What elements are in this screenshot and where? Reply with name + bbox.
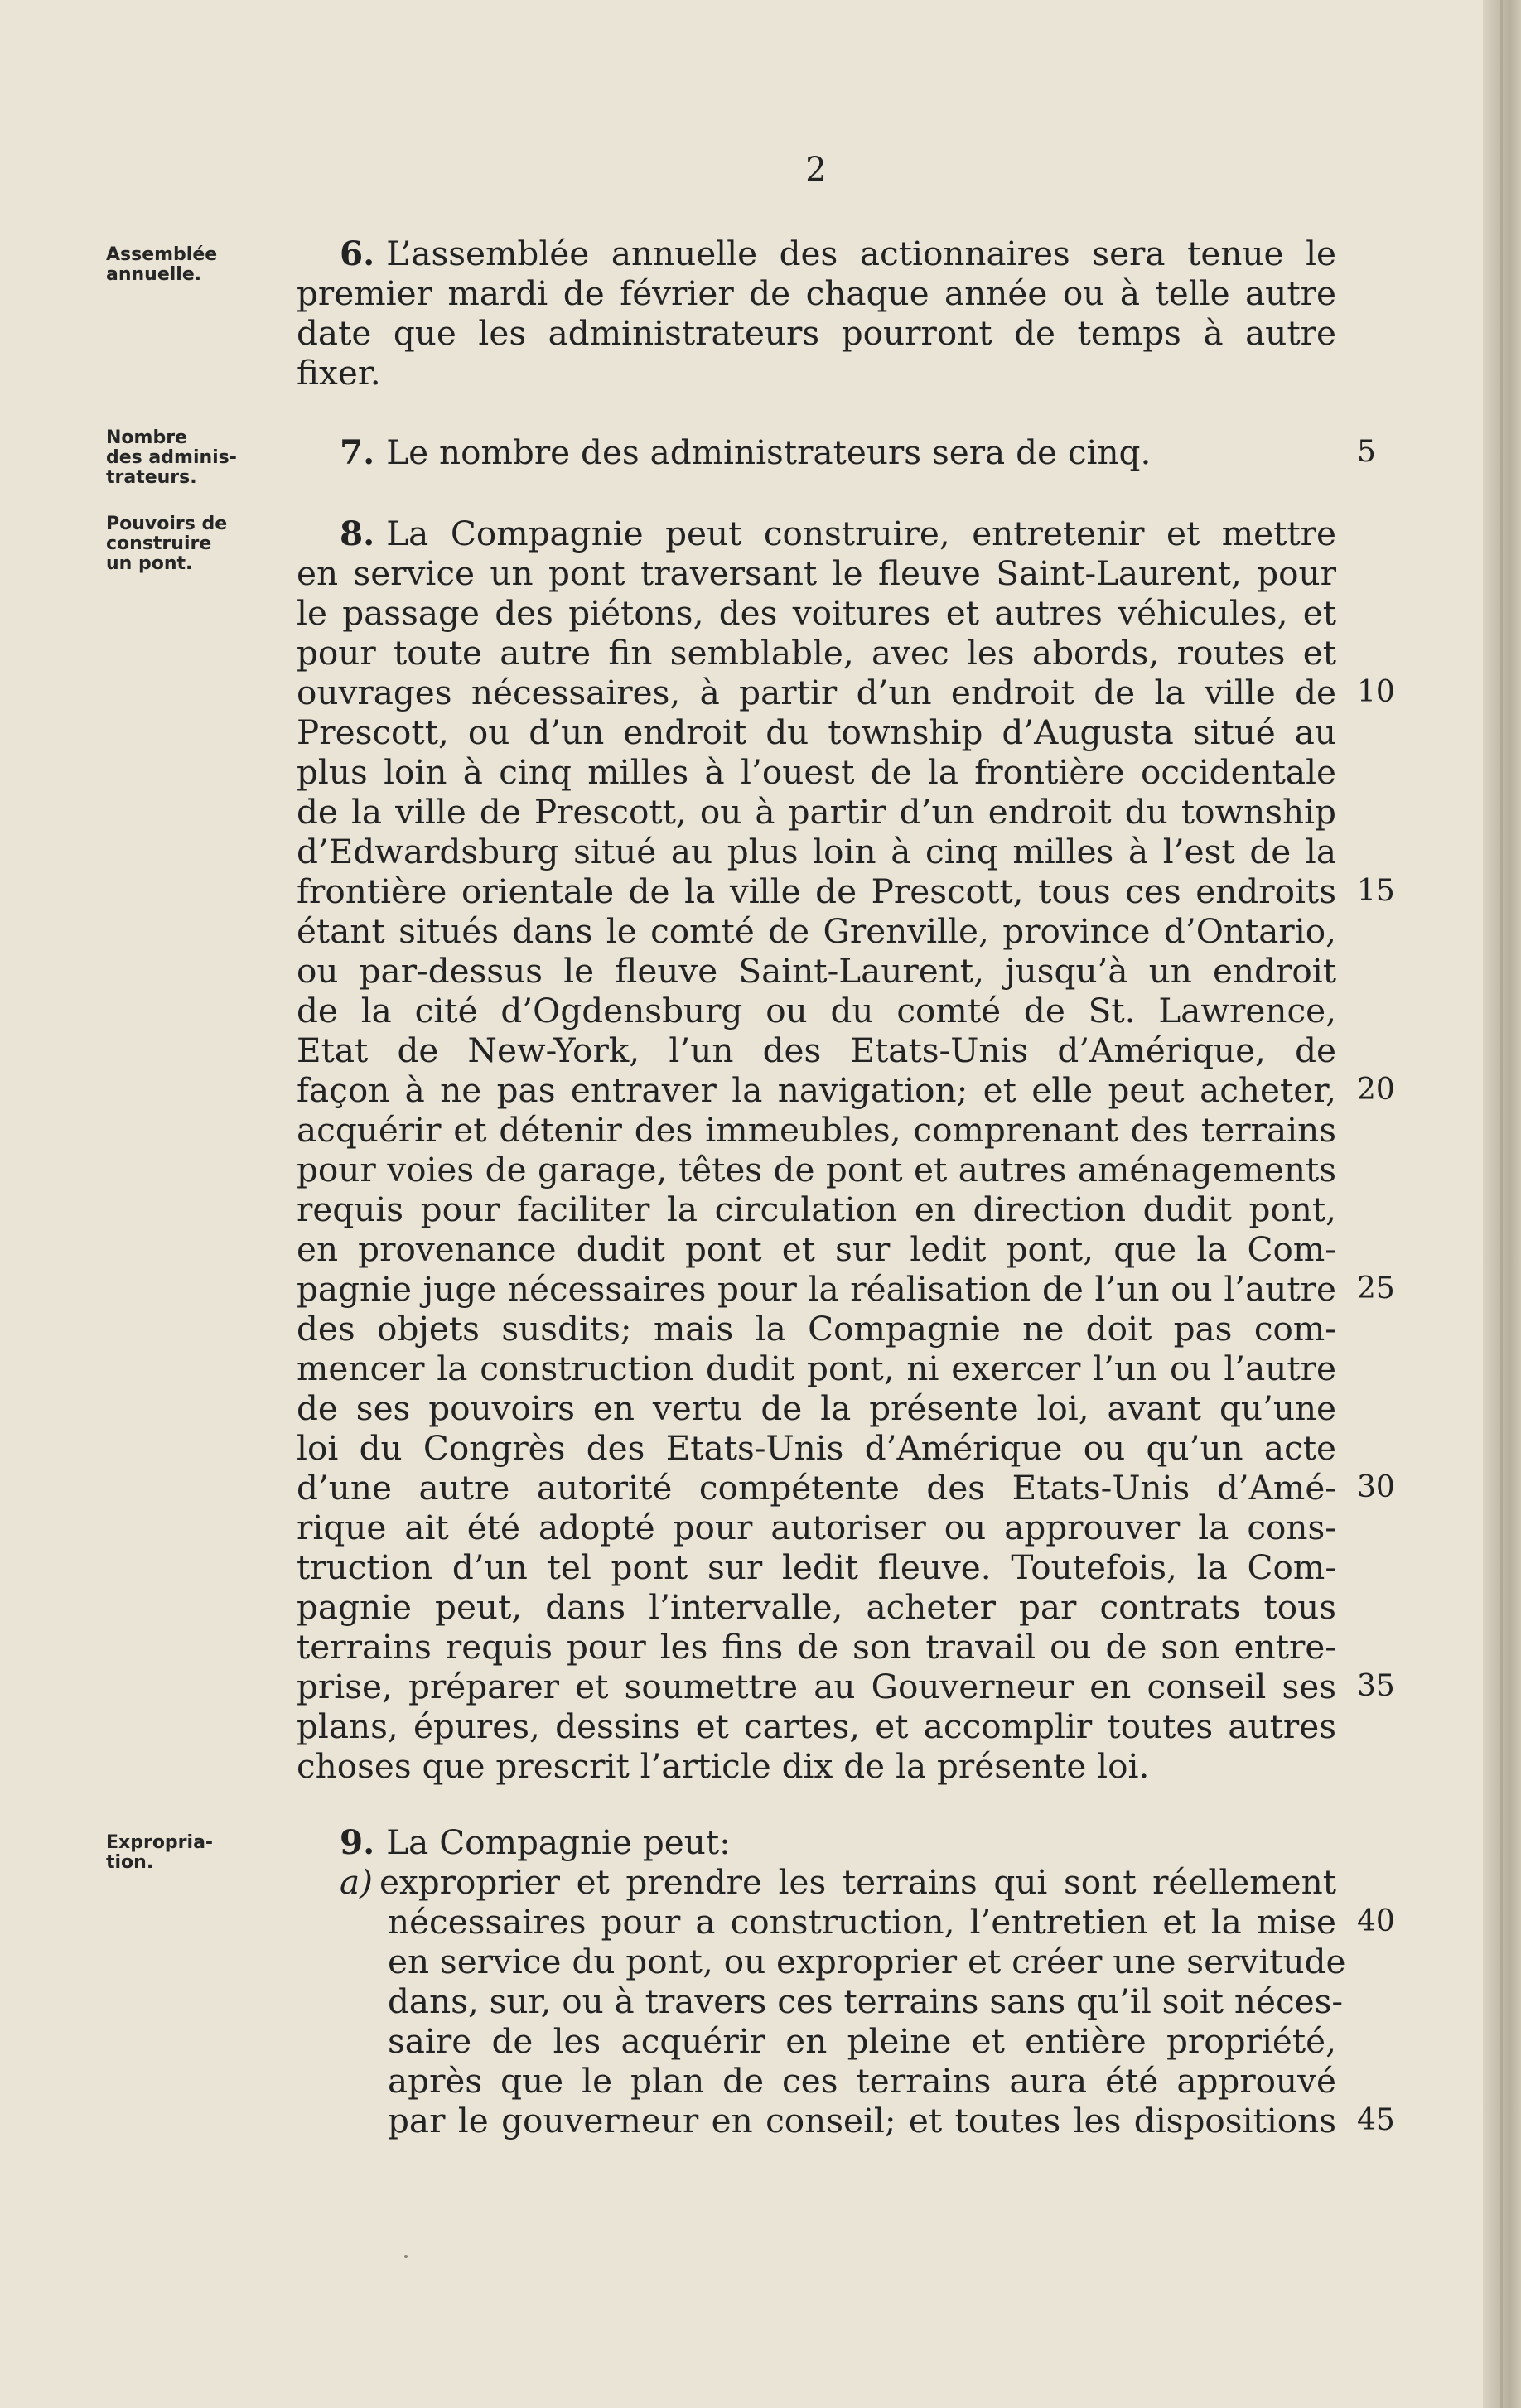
margin-note-line: des adminis- <box>106 447 237 468</box>
text-line: pour toute autre fin semblable, avec les abords, routes et <box>297 633 1336 673</box>
page-edge-line <box>1500 0 1503 2408</box>
text-line: étant situés dans le comté de Grenville, province d’Ontario, <box>297 911 1336 951</box>
line-number: 45 <box>1357 2103 1395 2137</box>
line-text: exproprier et prendre les terrains qui sont réellement <box>379 1862 1336 1902</box>
line-text: La Compagnie peut construire, entretenir et mettre <box>386 514 1336 553</box>
margin-note-line: Assemblée <box>106 244 218 265</box>
margin-note-assemblee <box>106 245 280 285</box>
line-number: 40 <box>1357 1904 1395 1938</box>
text-line: loi du Congrès des Etats-Unis d’Amérique ou qu’un acte <box>297 1428 1336 1468</box>
margin-note-line: Expropria- <box>106 1832 214 1853</box>
section-8 <box>297 514 1336 1786</box>
text-line <box>297 234 1336 273</box>
text-line: plus loin à cinq milles à l’ouest de la frontière occidentale <box>297 752 1336 792</box>
text-line: par le gouverneur en conseil; et toutes les dispositions <box>388 2101 1336 2140</box>
text-line: en provenance dudit pont et sur ledit pont, que la Com- <box>297 1229 1336 1269</box>
text-line: choses que prescrit l’article dix de la présente loi. <box>297 1746 1150 1786</box>
text-line: pagnie peut, dans l’intervalle, acheter par contrats tous <box>297 1587 1336 1627</box>
text-line: mencer la construction dudit pont, ni exercer l’un ou l’autre <box>297 1349 1336 1388</box>
text-line: pour voies de garage, têtes de pont et autres aménagements <box>297 1150 1336 1190</box>
text-line: pagnie juge nécessaires pour la réalisation de l’un ou l’autre <box>297 1269 1336 1309</box>
text-line: rique ait été adopté pour autoriser ou approuver la cons- <box>297 1508 1336 1547</box>
line-number: 30 <box>1357 1470 1395 1504</box>
text-line: terrains requis pour les fins de son travail ou de son entre- <box>297 1627 1336 1667</box>
margin-note-line: annuelle. <box>106 264 202 285</box>
line-number: 20 <box>1357 1073 1395 1107</box>
text-line: premier mardi de février de chaque année ou à telle autre <box>297 273 1336 313</box>
section-7 <box>297 432 1336 472</box>
margin-note-nombre <box>106 428 280 488</box>
margin-note-expropriation <box>106 1833 280 1873</box>
text-line: Prescott, ou d’un endroit du township d’Augusta situé au <box>297 712 1336 752</box>
margin-note-line: tion. <box>106 1852 154 1873</box>
text-line: requis pour faciliter la circulation en direction dudit pont, <box>297 1190 1336 1229</box>
text-line: date que les administrateurs pourront de temps à autre <box>297 313 1336 353</box>
line-number: 10 <box>1357 675 1395 709</box>
text-line: dans, sur, ou à travers ces terrains sans qu’il soit néces- <box>388 1981 1344 2021</box>
text-line <box>297 432 1336 472</box>
text-line: prise, préparer et soumettre au Gouverneur en conseil ses <box>297 1667 1336 1706</box>
text-line: frontière orientale de la ville de Prescott, tous ces endroits <box>297 871 1336 911</box>
text-line: de ses pouvoirs en vertu de la présente loi, avant qu’une <box>297 1388 1336 1428</box>
section-number: 9. <box>340 1822 375 1862</box>
text-line: de la ville de Prescott, ou à partir d’un endroit du township <box>297 792 1336 832</box>
text-line: d’Edwardsburg situé au plus loin à cinq milles à l’est de la <box>297 832 1336 871</box>
ink-speck <box>404 2255 408 2258</box>
text-line: après que le plan de ces terrains aura été approuvé <box>388 2061 1336 2101</box>
line-text: La Compagnie peut: <box>386 1822 731 1862</box>
text-line: acquérir et détenir des immeubles, comprenant des terrains <box>297 1110 1336 1150</box>
line-number: 35 <box>1357 1669 1395 1703</box>
text-line: truction d’un tel pont sur ledit fleuve. Toutefois, la Com- <box>297 1547 1336 1587</box>
line-number: 15 <box>1357 874 1395 908</box>
section-number: 8. <box>340 514 375 553</box>
line-text: Le nombre des administrateurs sera de cinq. <box>386 432 1152 472</box>
line-number: 25 <box>1357 1272 1395 1305</box>
text-line: de la cité d’Ogdensburg ou du comté de St. Lawrence, <box>297 991 1336 1030</box>
text-line: d’une autre autorité compétente des Etats-Unis d’Amé- <box>297 1468 1336 1508</box>
margin-note-line: Pouvoirs de <box>106 514 228 534</box>
text-line: nécessaires pour a construction, l’entretien et la mise <box>388 1902 1336 1942</box>
margin-note-line: Nombre <box>106 427 187 448</box>
text-line <box>297 1822 1336 1862</box>
text-line: ouvrages nécessaires, à partir d’un endroit de la ville de <box>297 673 1336 712</box>
section-number: 7. <box>340 432 375 472</box>
text-line: saire de les acquérir en pleine et entière propriété, <box>388 2021 1336 2061</box>
line-text: L’assemblée annuelle des actionnaires sera tenue le <box>386 234 1336 273</box>
margin-note-line: construire <box>106 533 212 554</box>
margin-note-pouvoirs <box>106 514 280 574</box>
text-line: en service du pont, ou exproprier et créer une servitude <box>388 1942 1346 1981</box>
text-line: Etat de New-York, l’un des Etats-Unis d’Amérique, de <box>297 1030 1336 1070</box>
text-line: façon à ne pas entraver la navigation; et elle peut acheter, <box>297 1070 1336 1110</box>
text-line: des objets susdits; mais la Compagnie ne doit pas com- <box>297 1309 1336 1349</box>
item-label: a) <box>340 1862 373 1902</box>
text-line: le passage des piétons, des voitures et autres véhicules, et <box>297 593 1336 633</box>
line-number: 5 <box>1357 435 1376 469</box>
text-line: ou par-dessus le fleuve Saint-Laurent, jusqu’à un endroit <box>297 951 1336 991</box>
text-line <box>297 514 1336 553</box>
text-line: plans, épures, dessins et cartes, et accomplir toutes autres <box>297 1706 1336 1746</box>
section-9 <box>297 1822 1346 2140</box>
margin-note-line: un pont. <box>106 553 193 574</box>
text-line <box>297 1862 1336 1902</box>
margin-note-line: trateurs. <box>106 467 197 488</box>
text-line: en service un pont traversant le fleuve Saint-Laurent, pour <box>297 553 1336 593</box>
page-number: 2 <box>805 151 827 189</box>
text-line: fixer. <box>297 353 381 393</box>
section-6 <box>297 234 1336 393</box>
section-number: 6. <box>340 234 375 273</box>
